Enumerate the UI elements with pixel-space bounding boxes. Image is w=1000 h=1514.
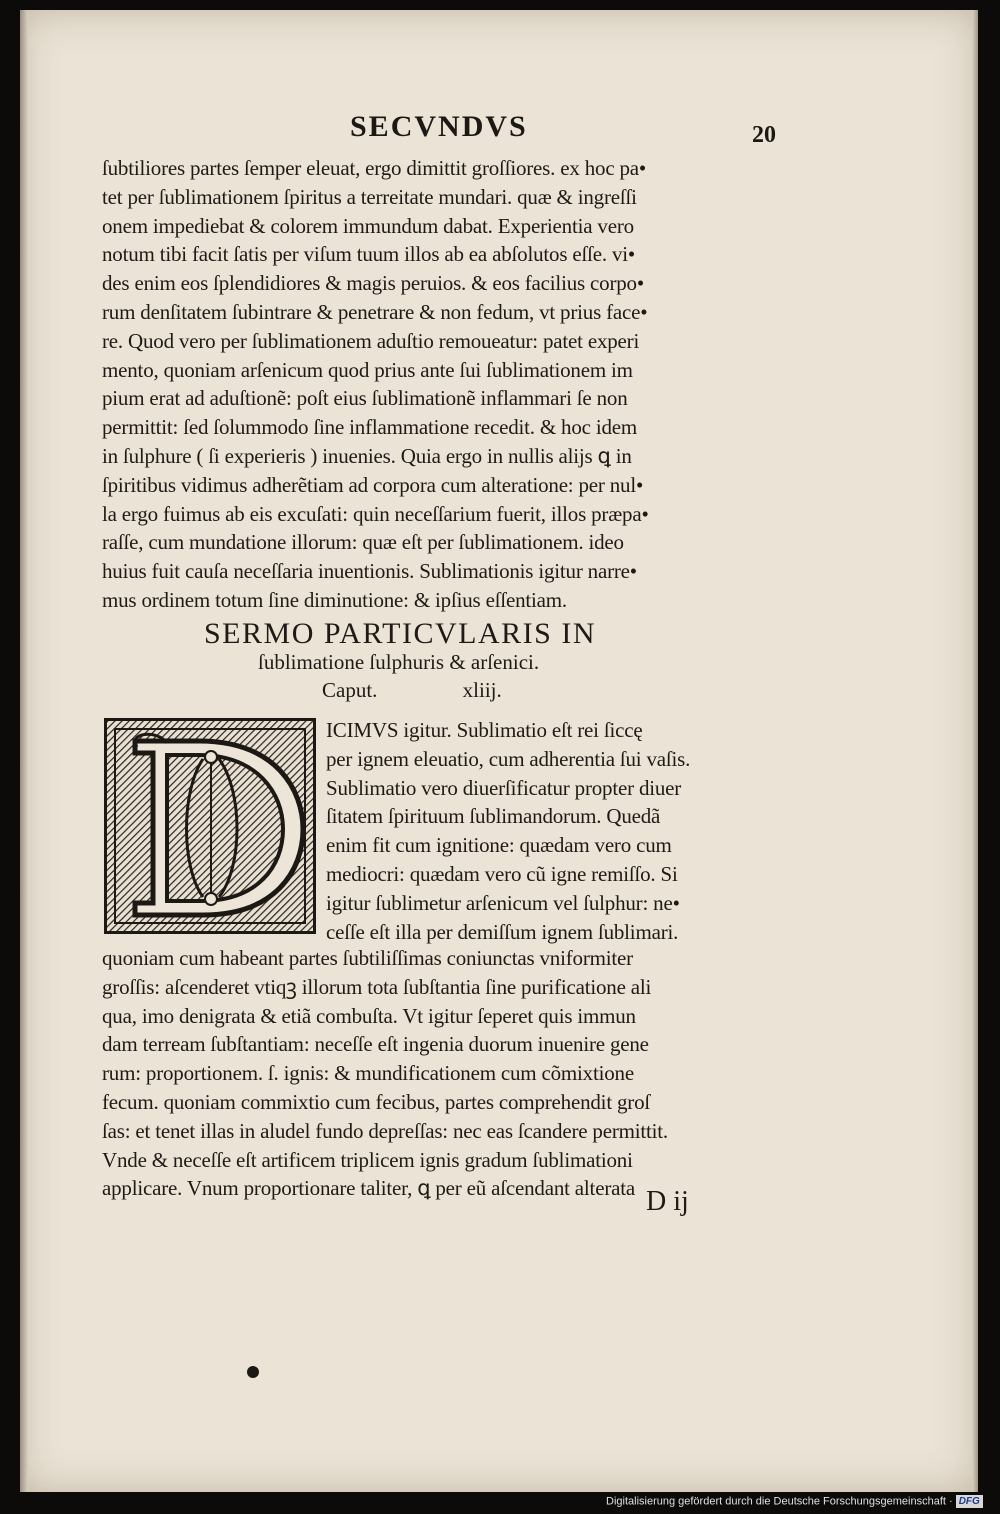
folio-number: 20 <box>752 122 776 148</box>
chapter-body <box>102 944 762 1203</box>
text-line: mediocri: quædam vero cũ igne remiſſo. Si <box>326 861 678 886</box>
text-line: applicare. Vnum proportionare taliter, ꝗ per eũ aſcendant alterata <box>102 1176 635 1201</box>
signature-mark: D ij <box>646 1186 689 1217</box>
text-line: ſitatem ſpirituum ſublimandorum. Quedã <box>326 804 661 829</box>
text-line: dam terream ſubſtantiam: neceſſe eſt ingenia duorum inuenire gene <box>102 1032 649 1057</box>
text-line: ſubtiliores partes ſemper eleuat, ergo dimittit groſſiores. ex hoc pa• <box>102 156 647 180</box>
chapter-opening-lines <box>326 716 758 946</box>
chapter-caput <box>322 678 502 703</box>
ink-speck <box>247 1366 259 1378</box>
text-line: ſas: et tenet illas in aludel fundo depreſſas: nec eas ſcandere permittit. <box>102 1118 668 1143</box>
text-line: groſſis: aſcenderet vtiqꝫ illorum tota ſubſtantia ſine purificatione ali <box>102 974 652 999</box>
text-line: rum: proportionem. ſ. ignis: & mundificationem cum cõmixtione <box>102 1061 634 1086</box>
text-line: Vnde & neceſſe eſt artificem triplicem ignis gradum ſublimationi <box>102 1147 633 1172</box>
text-line: permittit: ſed ſolummodo ſine inflammatione recedit. & hoc idem <box>102 415 638 440</box>
caput-label: Caput. <box>322 678 378 702</box>
running-head: SECVNDVS <box>350 110 528 143</box>
text-line: igitur ſublimetur arſenicum vel ſulphur: ne• <box>326 890 680 915</box>
text-line: qua, imo denigrata & etiã combuſta. Vt igitur ſeperet quis immun <box>102 1003 636 1028</box>
caput-number: xliij. <box>462 678 502 702</box>
text-line: ſpiritibus vidimus adherẽtiam ad corpora cum alteratione: per nul• <box>102 472 644 497</box>
text-line: mento, quoniam arſenicum quod prius ante ſui ſublimationem im <box>102 357 633 382</box>
text-line: re. Quod vero per ſublimationem aduſtio remoueatur: patet experi <box>102 328 640 353</box>
text-line: Sublimatio vero diuerſificatur propter diuer <box>326 775 682 800</box>
intro-paragraph <box>102 154 762 615</box>
chapter-title: SERMO PARTICVLARIS IN <box>204 617 596 650</box>
text-line: raſſe, cum mundatione illorum: quæ eſt per ſublimationem. ideo <box>102 530 624 555</box>
credit-text: Digitalisierung gefördert durch die Deutsche Forschungsgemeinschaft · <box>606 1495 953 1508</box>
text-line: notum tibi facit ſatis per viſum tuum illos ab ea abſolutos eſſe. vi• <box>102 242 636 267</box>
text-line: quoniam cum habeant partes ſubtiliſſimas coniunctas vniformiter <box>102 946 633 970</box>
text-line: la ergo fuimus ab eis excuſati: quin neceſſarium fuerit, illos præpa• <box>102 501 649 526</box>
text-line: onem impediebat & colorem immundum dabat. Experientia vero <box>102 213 634 238</box>
text-line: fecum. quoniam commixtio cum fecibus, partes comprehendit groſ <box>102 1089 651 1114</box>
text-line: enim fit cum ignitione: quædam vero cum <box>326 833 672 858</box>
text-line: huius fuit cauſa neceſſaria inuentionis. Sublimationis igitur narre• <box>102 559 637 584</box>
text-line: rum denſitatem ſubintrare & penetrare & non fedum, vt prius face• <box>102 299 648 324</box>
text-line: des enim eos ſplendidiores & magis peruios. & eos facilius corpo• <box>102 271 644 296</box>
text-line: in ſulphure ( ſi experieris ) inuenies. Quia ergo in nullis alijs ꝗ in <box>102 443 632 468</box>
text-line: ceſſe eſt illa per demiſſum ignem ſublimari. <box>326 919 679 944</box>
text-line: tet per ſublimationem ſpiritus a terreitate mundari. quæ & ingreſſi <box>102 184 637 209</box>
initial-d-woodcut-icon <box>107 721 313 931</box>
digitization-credit <box>606 1495 983 1508</box>
text-line: pium erat ad aduſtionẽ: poſt eius ſublimationẽ inflammari ſe non <box>102 386 628 411</box>
text-line: mus ordinem totum ſine diminutione: & ipſius eſſentiam. <box>102 587 567 612</box>
dfg-logo-icon: DFG <box>956 1495 983 1508</box>
text-line: per ignem eleuatio, cum adherentia ſui vaſis. <box>326 746 691 771</box>
decorated-initial-d <box>104 718 316 934</box>
chapter-subtitle: ſublimatione ſulphuris & arſenici. <box>258 650 540 674</box>
text-line: ICIMVS igitur. Sublimatio eſt rei ſiccę <box>326 718 643 742</box>
